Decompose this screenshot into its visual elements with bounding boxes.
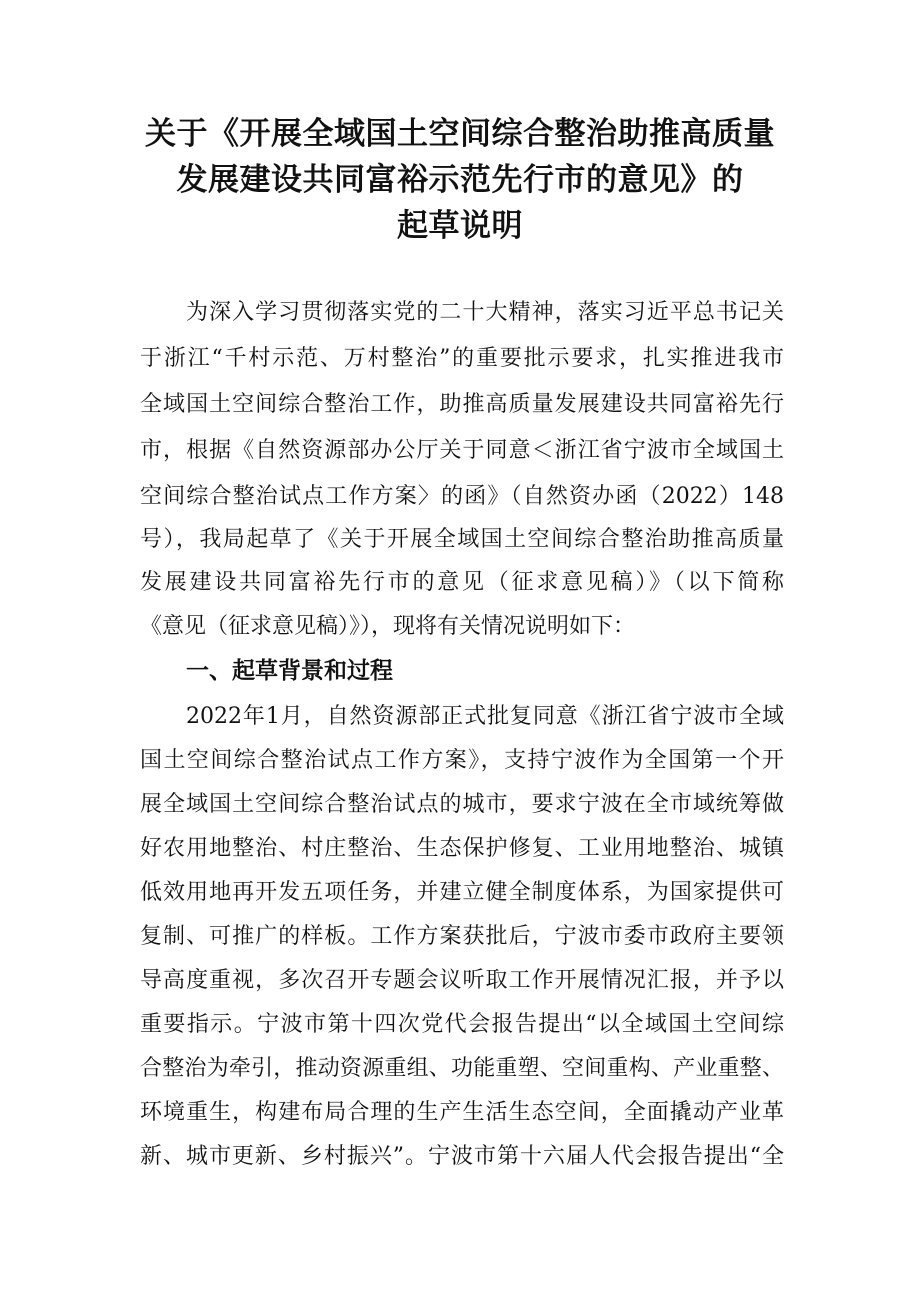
section-heading-1: 一、起草背景和过程: [186, 658, 393, 684]
section1-line-4: 好农用地整治、村庄整治、生态保护修复、工业用地整治、城镇: [140, 836, 784, 861]
intro-line-6: 号），我局起草了《关于开展全域国土空间综合整治助推高质量: [140, 527, 784, 552]
section1-line-1: 2022年1月，自然资源部正式批复同意《浙江省宁波市全域: [186, 704, 784, 729]
section1-line-8: 重要指示。宁波市第十四次党代会报告提出“以全域国土空间综: [140, 1012, 784, 1037]
intro-line-8: 《意见（征求意见稿）》），现将有关情况说明如下：: [140, 614, 636, 639]
section1-line-6: 复制、可推广的样板。工作方案获批后，宁波市委市政府主要领: [140, 924, 784, 949]
intro-line-2: 于浙江“千村示范、万村整治”的重要批示要求，扎实推进我市: [140, 346, 784, 371]
section1-line-3: 展全域国土空间综合整治试点的城市，要求宁波在全市域统筹做: [140, 792, 784, 817]
section1-line-5: 低效用地再开发五项任务，并建立健全制度体系，为国家提供可: [140, 880, 784, 905]
document-title-line-1: 关于《开展全域国土空间综合整治助推高质量: [145, 116, 775, 152]
intro-line-5: 空间综合整治试点工作方案〉的函》（自然资办函（2022）148: [140, 484, 784, 509]
section1-line-11: 新、城市更新、乡村振兴”。宁波市第十六届人代会报告提出“全: [140, 1144, 784, 1169]
section1-line-2: 国土空间综合整治试点工作方案》，支持宁波作为全国第一个开: [140, 748, 784, 773]
document-title-line-2: 发展建设共同富裕示范先行市的意见》的: [176, 162, 744, 198]
intro-line-4: 市，根据《自然资源部办公厅关于同意＜浙江省宁波市全域国土: [140, 438, 784, 463]
section1-line-9: 合整治为牵引，推动资源重组、功能重塑、空间重构、产业重整、: [140, 1056, 784, 1081]
section1-line-7: 导高度重视，多次召开专题会议听取工作开展情况汇报，并予以: [140, 968, 784, 993]
section1-line-10: 环境重生，构建布局合理的生产生活生态空间，全面撬动产业革: [140, 1100, 784, 1125]
intro-line-3: 全域国土空间综合整治工作，助推高质量发展建设共同富裕先行: [140, 392, 784, 417]
intro-line-1: 为深入学习贯彻落实党的二十大精神，落实习近平总书记关: [186, 300, 784, 325]
document-title-line-3: 起草说明: [397, 208, 523, 244]
intro-line-7: 发展建设共同富裕先行市的意见（征求意见稿）》（以下简称: [140, 570, 784, 595]
